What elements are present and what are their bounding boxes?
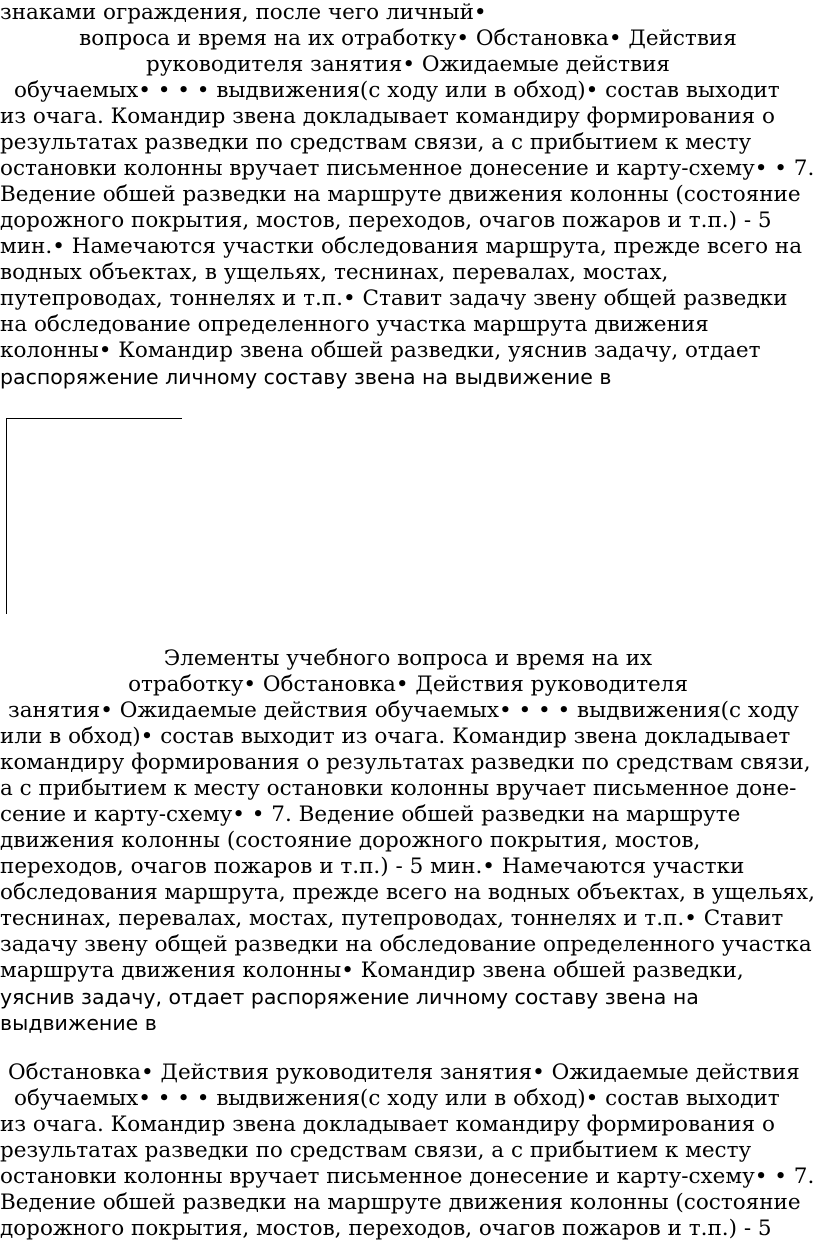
text-line: командиру формирования о результатах разведки по средствам связи, bbox=[0, 750, 811, 775]
text-line: знаками ограждения, после чего личный• bbox=[0, 0, 487, 25]
text-line: колонны• Командир звена обшей разведки, уяснив задачу, отдает bbox=[0, 338, 761, 363]
text-line: маршрута движения колонны• Командир звена обшей разведки, bbox=[0, 958, 744, 983]
text-line: дорожного покрытия, мостов, переходов, очагов пожаров и т.п.) - 5 bbox=[0, 208, 772, 233]
text-line: на обследование определенного участка маршрута движения bbox=[0, 312, 709, 337]
text-line: результатах разведки по средствам связи, а с прибытием к месту bbox=[0, 130, 752, 155]
text-line: сение и карту-схему• • 7. Ведение обшей разведки на маршруте bbox=[0, 802, 741, 827]
text-line: водных объектах, в ущельях, теснинах, перевалах, мостах, bbox=[0, 260, 669, 285]
text-line: обследования маршрута, прежде всего на водных объектах, в ущельях, bbox=[0, 880, 815, 905]
text-line: отработку• Обстановка• Действия руководителя bbox=[128, 672, 688, 697]
text-line: результатах разведки по средствам связи, а с прибытием к месту bbox=[0, 1138, 752, 1163]
text-line: распоряжение личному составу звена на выдвижение в bbox=[0, 365, 612, 389]
text-block-1 bbox=[0, 0, 816, 390]
text-line: переходов, очагов пожаров и т.п.) - 5 мин.• Намечаются участки bbox=[0, 854, 745, 879]
text-line: уяснив задачу, отдает распоряжение личному составу звена на bbox=[0, 985, 699, 1009]
frame-top-rule bbox=[6, 418, 182, 419]
text-line: остановки колонны вручает письменное донесение и карту-схему• • 7. bbox=[0, 1164, 815, 1189]
text-line: Ведение обшей разведки на маршруте движения колонны (состояние bbox=[0, 1190, 801, 1215]
text-line: Элементы учебного вопроса и время на их bbox=[163, 646, 653, 671]
text-line: Обстановка• Действия руководителя занятия• Ожидаемые действия bbox=[8, 1060, 800, 1085]
text-line: Ведение обшей разведки на маршруте движения колонны (состояние bbox=[0, 182, 801, 207]
text-line: путепроводах, тоннелях и т.п.• Ставит задачу звену общей разведки bbox=[0, 286, 788, 311]
text-line: обучаемых• • • • выдвижения(с ходу или в обход)• состав выходит bbox=[14, 78, 780, 103]
text-line: из очага. Командир звена докладывает командиру формирования о bbox=[0, 1112, 775, 1137]
text-line: теснинах, перевалах, мостах, путепроводах, тоннелях и т.п.• Ставит bbox=[0, 906, 784, 931]
text-line: руководителя занятия• Ожидаемые действия bbox=[146, 52, 670, 77]
frame-left-rule bbox=[6, 418, 7, 614]
text-line: вопроса и время на их отработку• Обстановка• Действия bbox=[79, 26, 737, 51]
text-line: а с прибытием к месту остановки колонны вручает письменное доне- bbox=[0, 776, 797, 801]
text-line: задачу звену общей разведки на обследование определенного участка bbox=[0, 932, 812, 957]
text-line: мин.• Намечаются участки обследования маршрута, прежде всего на bbox=[0, 234, 803, 259]
text-line: остановки колонны вручает письменное донесение и карту-схему• • 7. bbox=[0, 156, 815, 181]
text-line: выдвижение в bbox=[0, 1011, 157, 1035]
text-line: из очага. Командир звена докладывает командиру формирования о bbox=[0, 104, 775, 129]
text-line: дорожного покрытия, мостов, переходов, очагов пожаров и т.п.) - 5 bbox=[0, 1216, 772, 1241]
text-line: обучаемых• • • • выдвижения(с ходу или в обход)• состав выходит bbox=[14, 1086, 780, 1111]
text-line: или в обход)• состав выходит из очага. Командир звена докладывает bbox=[0, 724, 791, 749]
text-line: занятия• Ожидаемые действия обучаемых• • • • выдвижения(с ходу bbox=[8, 698, 799, 723]
text-block-2 bbox=[0, 646, 816, 1036]
text-block-3 bbox=[0, 1060, 816, 1242]
text-line: движения колонны (состояние дорожного покрытия, мостов, bbox=[0, 828, 701, 853]
